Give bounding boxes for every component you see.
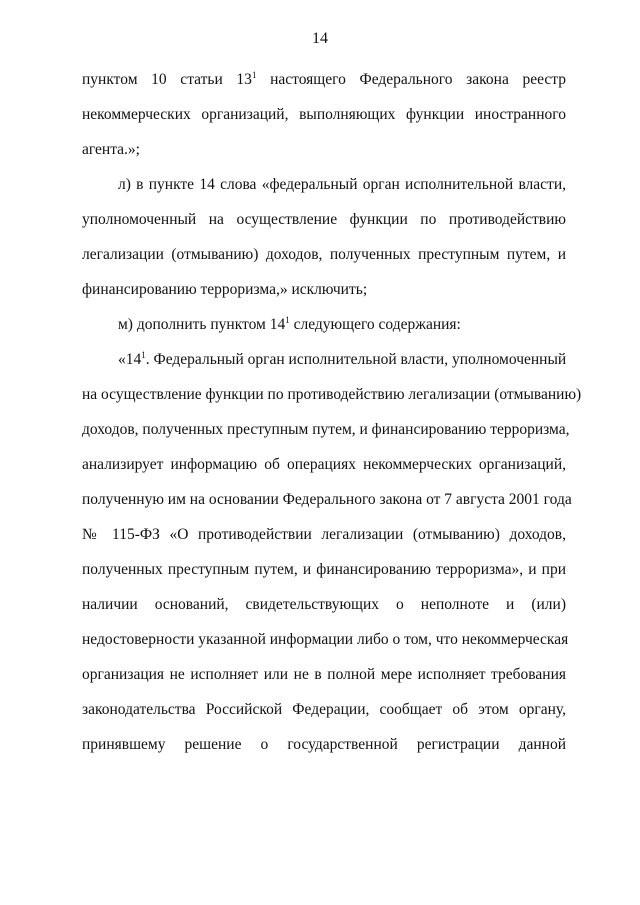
document-body: [82, 62, 582, 762]
text-line: наличии оснований, свидетельствующих о неполноте и (или): [82, 596, 566, 613]
text-line: полученных преступным путем, и финансированию терроризма», и при: [82, 561, 566, 578]
text-line: организация не исполняет или не в полной мере исполняет требования: [82, 666, 566, 683]
text-line: законодательства Российской Федерации, сообщает об этом органу,: [82, 701, 566, 718]
text-line: финансированию терроризма,» исключить;: [82, 281, 368, 298]
page-number: 14: [312, 30, 328, 47]
text-line: анализирует информацию об операциях некоммерческих организаций,: [82, 456, 566, 473]
text-line: полученную им на основании Федерального закона от 7 августа 2001 года: [82, 491, 572, 508]
text-line: л) в пункте 14 слова «федеральный орган исполнительной власти,: [118, 176, 566, 193]
text-line: недостоверности указанной информации либо о том, что некоммерческая: [82, 631, 569, 648]
text-line: принявшему решение о государственной регистрации данной: [82, 736, 566, 753]
text-line: «$14^1$. Федеральный орган исполнительной власти, уполномоченный: [118, 350, 567, 368]
text-line: пунктом 10 статьи $13^1$ настоящего Федерального закона реестр: [82, 70, 566, 88]
text-line: м) дополнить пунктом $14^1$ следующего содержания:: [118, 315, 461, 333]
text-line: агента.»;: [82, 141, 140, 158]
text-line: уполномоченный на осуществление функции по противодействию: [82, 211, 566, 228]
text-line: № 115-ФЗ «О противодействии легализации (отмыванию) доходов,: [82, 526, 566, 543]
text-line: легализации (отмыванию) доходов, полученных преступным путем, и: [82, 246, 566, 263]
text-line: некоммерческих организаций, выполняющих функции иностранного: [82, 106, 566, 123]
text-line: на осуществление функции по противодействию легализации (отмыванию): [82, 386, 582, 403]
text-line: доходов, полученных преступным путем, и финансированию терроризма,: [82, 421, 570, 438]
